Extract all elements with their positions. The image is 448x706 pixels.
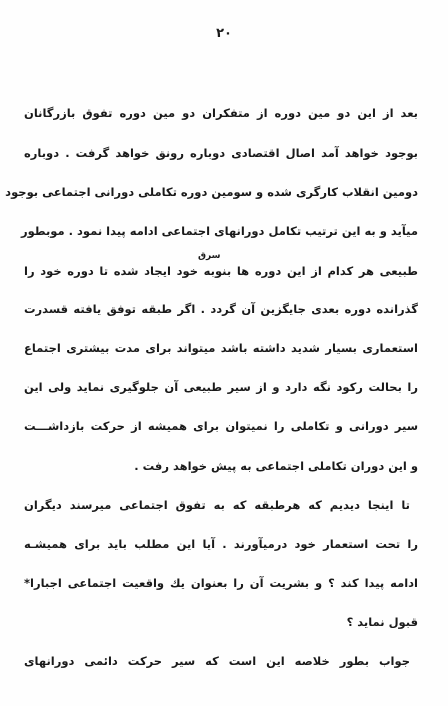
text-line: استعماری بسیار شدید داشته باشد میتواند برای مدت بیشتری اجتماع (24, 341, 418, 355)
text-line: را بحالت رکود نگه دارد و از سیر طبیعی آن جلوگیری نماید ولی این (24, 380, 418, 394)
text-line: تا اینجا دیدیم که هرطبقه که به تفوق اجتماعی میرسند دیگران (24, 498, 410, 512)
text-line: دومین انقلاب کارگری شده و سومین دوره تکاملی دورانی اجتماعی بوجود (5, 185, 418, 199)
page-number: ۲۰ (216, 26, 232, 41)
text-line: ادامه پیدا کند ؟ و بشریت آن را بعنوان یك واقعیت اجتماعی اجبارا* (24, 576, 418, 590)
text-line: و این دوران تکاملی اجتماعی به پیش خواهد رفت . (134, 459, 418, 473)
text-line: جواب بطور خلاصه این است که سیر حرکت دائمی دورانهای (24, 654, 410, 668)
interlinear-annotation: سرق (198, 251, 221, 261)
text-line: را تحت استعمار خود درمیآورند . آیا این مطلب باید برای همیشـه (24, 537, 418, 551)
text-line: قبول نماید ؟ (346, 615, 418, 629)
text-line: میآید و به این ترتیب تکامل دورانهای اجتماعی ادامه پیدا نمود . موبطور (20, 224, 418, 238)
text-line: سیر دورانی و تکاملی را نمیتوان برای همیشه از حرکت بازداشـــت (24, 419, 418, 433)
text-line: گذرانده دوره بعدی جایگزین آن گردد . اگر طبقه توفق یافته قسدرت (24, 302, 418, 316)
text-line: بعد از این دو مین دوره از متفکران دو مین دوره تفوق بازرگانان (24, 106, 418, 120)
text-line: طبیعی هر کدام از این دوره ها بنوبه خود ایجاد شده تا دوره خود را (24, 264, 418, 278)
text-line: بوجود خواهد آمد اصال اقتصادی دوباره رونق خواهد گرفت . دوباره (24, 146, 418, 160)
